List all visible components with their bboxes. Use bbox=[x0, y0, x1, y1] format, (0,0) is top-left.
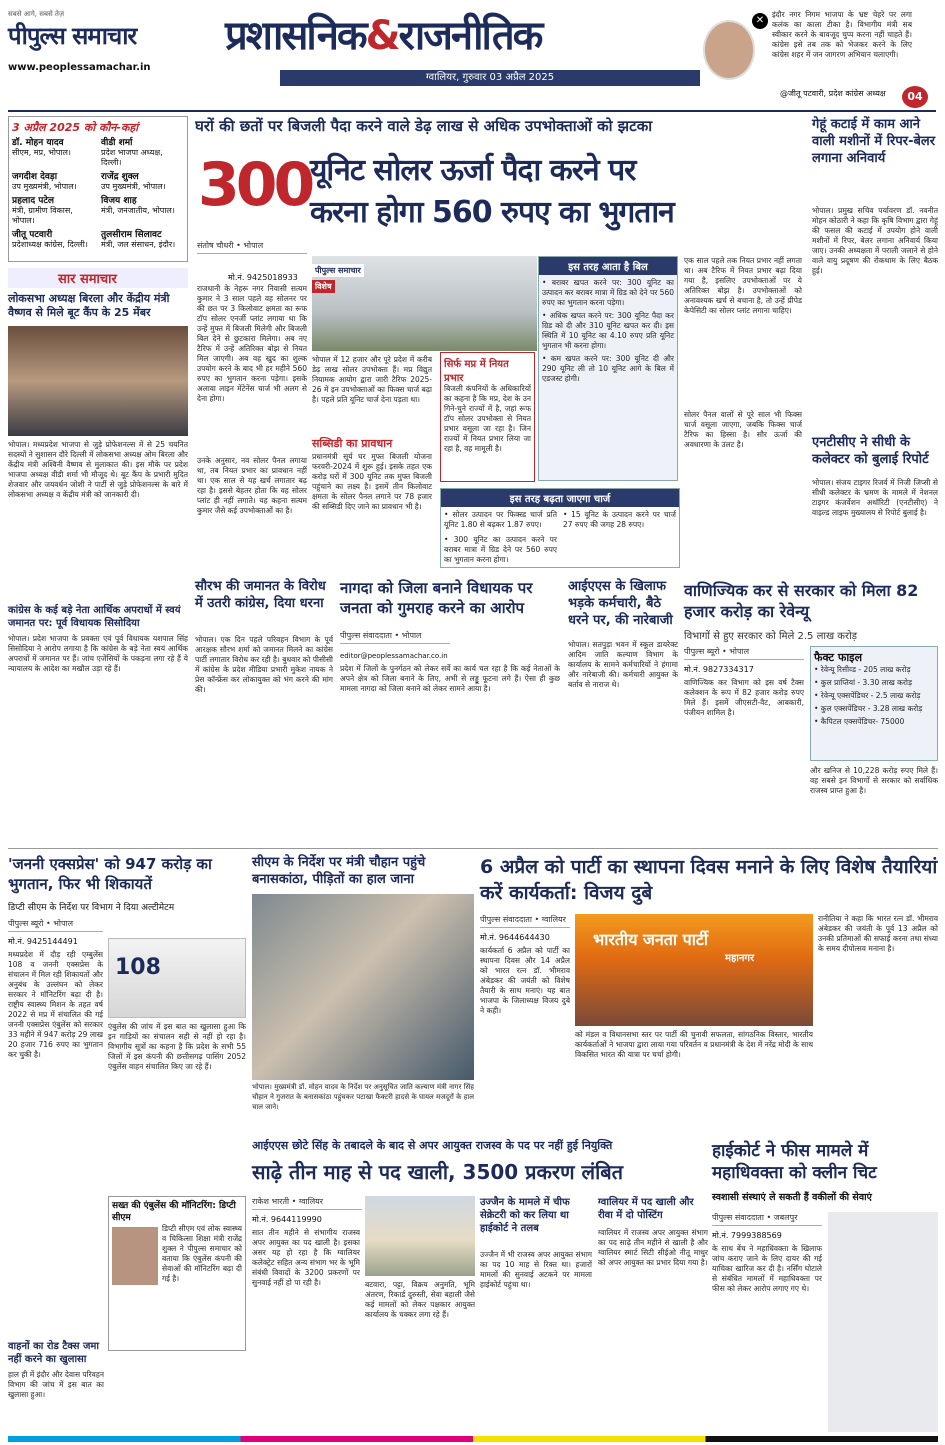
masthead-brand bbox=[8, 10, 228, 80]
masthead-quote: इंदौर नगर निगम भाजपा के भ्रष्ट चेहरे पर लगा कलंक का काला टीका है। विभागीय मंत्री सब स्वीकार करने के बावजूद चुप्प करना नहीं चाहते हैं। कांग्रेस इसे तब तक को भेजकर करने के लिए कांग्रेस शहर में जन जागरण अभियान चलाएगी। bbox=[772, 10, 912, 59]
vanijyik-mobile: मो.नं. 9827334317 bbox=[684, 665, 754, 674]
lead-col2: भोपाल में 12 हजार और पूरे प्रदेश में करीब डेढ़ लाख सोलर उपभोक्ता हैं। मप्र विद्युत नियामक आयोग द्वारा जारी टैरिफ 2025-26 में इन उपभोक्ताओं का फिक्स चार्ज बढ़ा है। पहले प्रति यूनिट चार्ज देना पड़ता था। bbox=[312, 355, 432, 404]
janani-box-text: डिप्टी सीएम एवं लोक स्वास्थ्य व चिकित्सा शिक्षा मंत्री राजेंद्र शुक्ल ने पीपुल्स समाचार को बताया कि एंबुलेंस कंपनी की सेवाओं की मॉनिटरिंग बढ़ा दी गई है। bbox=[162, 1224, 242, 1283]
gehun-text: भोपाल। प्रमुख सचिव पर्यावरण डॉ. नवनीत मोहन कोठारी ने कहा कि कृषि विभाग द्वारा गेहूं की फसल की कटाई में उपयोग होने वाली मशीनों में रिपर, बेलर लगाना अनिवार्य किया जाए। उनकी अध्यक्षता में पराली जलाने से होने वाले वायु प्रदूषण की रोकथाम के लिए बैठक हुई। bbox=[812, 206, 938, 275]
kaun-kahan-person bbox=[101, 172, 184, 192]
facts-list bbox=[814, 665, 934, 727]
fixed-charge-box bbox=[440, 352, 535, 482]
janani-bottom-text: हाल ही में इंदौर और देवास परिवहन विभाग की जांच में इस बात का खुलासा हुआ। bbox=[8, 1370, 104, 1399]
kaun-kahan-person-name: जगदीश देवड़ा bbox=[12, 172, 58, 182]
vanijyik-headline: वाणिज्यिक कर से सरकार को मिला 82 हजार करोड़ का रेवेन्यू bbox=[684, 581, 919, 621]
kaun-kahan-person-place: उप मुख्यमंत्री, भोपाल। bbox=[12, 182, 77, 191]
saurabh-headline: सौरभ की जमानत के विरोध में उतरी कांग्रेस, दिया धरना bbox=[195, 579, 326, 611]
vanijyik-text2: और खनिज से 10,228 करोड़ रुपए मिले हैं। वह सबसे इन विभागों से सरकार को सर्वाधिक राजस्व प्राप्त हुआ है। bbox=[810, 766, 938, 795]
bjp-banner-sub: महानगर bbox=[725, 953, 755, 964]
ias-text: भोपाल। सतपुड़ा भवन में स्कूल डायरेक्ट आदिम जाति कल्याण विभाग के कार्यालय के सामने कर्मचारियों ने हंगामा और नारेबाजी की। कर्मचारी आयुक्त के बर्ताव से नाराज थे। bbox=[568, 640, 678, 689]
lead-big-number: 300 bbox=[198, 150, 312, 220]
kaun-kahan-person-place: प्रदेश भाजपा अध्यक्ष, दिल्ली। bbox=[101, 148, 163, 167]
gwalior-headline: ग्वालियर में पद खाली और रीवा में दो पोस्टिंग bbox=[598, 1197, 694, 1221]
kaun-kahan-list bbox=[12, 138, 184, 250]
kaun-kahan-person-name: तुलसीराम सिलावट bbox=[101, 230, 162, 240]
section-title-part1: प्रशासनिक bbox=[225, 13, 366, 59]
section-title-part2: राजनीतिक bbox=[398, 13, 542, 59]
collector-headline: साढ़े तीन माह से पद खाली, 3500 प्रकरण लंबित bbox=[252, 1160, 624, 1184]
kaun-kahan-person-place: मंत्री, ग्रामीण विकास, भोपाल। bbox=[12, 206, 73, 225]
lead-byline: संतोष चौधरी • भोपाल bbox=[197, 240, 307, 254]
facts-box bbox=[810, 646, 938, 761]
ambulance-label: 108 bbox=[115, 955, 161, 980]
sthapna-text: कार्यकर्ता 6 अप्रैल को पार्टी का स्थापना दिवस और 14 अप्रैल को भारत रत्न डॉ. भीमराव अंबेडकर की जयंती को विशेष तैयारी के साथ मनाएं। यह बात भाजपा के जिलाध्यक्ष विजय दुबे ने कही। bbox=[480, 946, 570, 1015]
janani-mobile: मो.नं. 9425144491 bbox=[8, 937, 78, 946]
quote-author-photo bbox=[703, 20, 755, 80]
lead-col1: राजधानी के नेहरू नगर निवासी सत्यम कुमार ने 3 साल पहले वह सोलनर पर की छत पर 3 किलोवाट क्षमता का रूफ टॉप सोलर एनर्जी प्लांट लगाया था कि उन्हें मुफ्त में बिजली मिलेगी और बिजली बिल देने से छुटकारा मिलेगा। अब नए टैरिफ में उन्हें अतिरिक्त बोझ से नियत मिल जाएगी। अब वह खुद का शुल्क उपयोग करने के बाद भी हर महीने 560 रुपए का भुगतान करना पड़ेगा। इसके अलावा लाइन मेंटेनेंस चार्ज भी अलग से देना होगा। bbox=[197, 284, 307, 403]
collector-byline: राकेश भारती • ग्वालियर bbox=[252, 1196, 362, 1210]
ntc-headline: एनटीसीए ने सीधी के कलेक्टर को बुलाई रिपोर्ट bbox=[812, 435, 929, 467]
print-color-strip bbox=[8, 1436, 938, 1442]
gehun-headline: गेहूं कटाई में काम आने वाली मशीनों में रिपर-बेलर लगाना अनिवार्य bbox=[812, 117, 936, 166]
lead-kicker: घरों की छतों पर बिजली पैदा करने वाले डेढ़ लाख से अधिक उपभोक्ताओं को झटका bbox=[195, 117, 653, 135]
janani-text: मध्यप्रदेश में दौड़ रही एम्बुलेंस 108 व जननी एक्सप्रेस के संचालन में मिल रही शिकायतों और अनुबंध के उल्लंघन को लेकर सरकार ने मॉनिटरिंग बढ़ा दी है। राष्ट्रीय स्वास्थ्य मिशन के तहत वर्ष 2022 से मप्र में संचालित की गई जननी एक्सप्रेस एंबुलेंस को सरकार 33 महीने में 947 करोड़ 29 लाख 20 हजार 716 रुपए का भुगतान कर चुकी है। bbox=[8, 950, 103, 1059]
nagda-text: प्रदेश में जिलों के पुनर्गठन को लेकर सर्वे का कार्य चल रहा है कि कई नेताओं के अपने क्षेत्र को जिला बनाने के लिए, अभी से लड्डू फूटना लगे हैं। ऐसा ही कुछ मामला नागदा को जिला बनाने को लेकर सामने आया है। bbox=[340, 664, 560, 693]
dateline: ग्वालियर, गुरुवार 03 अप्रैल 2025 bbox=[280, 70, 700, 86]
saar-item1-headline: लोकसभा अध्यक्ष बिरला और केंद्रीय मंत्री वैष्णव से मिले बूट कैंप के 25 मेंबर bbox=[8, 292, 170, 319]
highcourt-text: के साथ बेंच ने महाधिवक्ता के खिलाफ जांच कराए जाने के लिए दायर की गई याचिका खारिज कर दी है। नर्सिंग घोटाले से संबंधित मामलों में महाधिवक्ता पर फीस को लेकर आरोप लगाए गए थे। bbox=[712, 1244, 822, 1293]
lead-photo-badge: पीपुल्स समाचार bbox=[312, 264, 364, 277]
kaun-kahan-person-place: मंत्री, जनजातीय, भोपाल। bbox=[101, 206, 175, 215]
vanijyik-byline: पीपुल्स ब्यूरो • भोपाल bbox=[684, 646, 804, 660]
masthead-rule bbox=[8, 110, 936, 112]
fixed-charge-title: सिर्फ मप्र में नियत प्रभार bbox=[444, 359, 509, 384]
bill-list bbox=[539, 275, 677, 390]
bill-box bbox=[538, 256, 678, 481]
charge-list bbox=[441, 507, 679, 571]
kaun-kahan-person bbox=[12, 138, 95, 168]
kaun-kahan-person bbox=[12, 230, 95, 250]
kaun-kahan-person-place: प्रदेशाध्यक्ष कांग्रेस, दिल्ली। bbox=[12, 240, 88, 249]
chouhan-caption: भोपाल। मुख्यमंत्री डॉ. मोहन यादव के निर्देश पर अनुसूचित जाति कल्याण मंत्री नागर सिंह चौहान ने गुजरात के बनासकांठा पहुंचकर पटाखा फैक्टरी हादसे के घायल मजदूरों के हाल चाल जाने। bbox=[252, 1083, 474, 1111]
highcourt-subhead: स्वशासी संस्थाएं ले सकती हैं वकीलों की सेवाएं bbox=[712, 1192, 872, 1203]
mid-rule bbox=[8, 848, 938, 849]
fact-item: • रेवेन्यू रिसीव्ड - 205 लाख करोड़ bbox=[814, 665, 911, 674]
charge-title: इस तरह बढ़ता जाएगा चार्ज bbox=[441, 489, 679, 507]
kaun-kahan-person-place: मंत्री, जल संसाधन, इंदौर। bbox=[101, 240, 176, 249]
saar-samachar-title: सार समाचार bbox=[58, 272, 117, 287]
saar-item2-headline: कांग्रेस के कई बड़े नेता आर्थिक अपराधों में स्वयं जमानत पर: पूर्व विधायक सिसोदिया bbox=[8, 605, 181, 629]
highcourt-col2 bbox=[828, 1212, 938, 1432]
janani-bottom-headline: वाहनों का रोड टैक्स जमा नहीं करने का खुलासा bbox=[8, 1341, 100, 1365]
sthapna-headline: 6 अप्रैल को पार्टी का स्थापना दिवस मनाने के लिए विशेष तैयारियां करें कार्यकर्ता: विजय दुबे bbox=[480, 856, 938, 904]
subsidy-text: प्रधानमंत्री सूर्य घर मुफ्त बिजली योजना फरवरी-2024 में शुरू हुई। इसके तहत एक करोड़ घरों में 300 यूनिट तक मुफ्त बिजली पहुंचाने का लक्ष्य है। इसमें तीन किलोवाट क्षमता के सोलर पैनल लगाने पर 78 हजार की सब्सिडी दिए जाने का प्रावधान भी है। bbox=[312, 452, 432, 511]
vanijyik-subhead: विभागों से हुए सरकार को मिले 2.5 लाख करोड़ bbox=[684, 631, 858, 642]
subsidy-title: सब्सिडी का प्रावधान bbox=[312, 437, 393, 450]
lead-headline-line2: करना होगा 560 रुपए का भुगतान bbox=[310, 195, 674, 230]
facts-title: फैक्ट फाइल bbox=[814, 651, 863, 664]
janani-headline: 'जननी एक्सप्रेस' को 947 करोड़ का भुगतान, फिर भी शिकायतें bbox=[8, 855, 212, 893]
collector-photo bbox=[365, 1196, 475, 1276]
ujjain-headline: उज्जैन के मामले में चीफ सेक्रेटरी को कर लिया था हाईकोर्ट ने तलब bbox=[480, 1197, 570, 1234]
deputy-cm-photo bbox=[112, 1227, 158, 1285]
collector-text2: बटवारा, पट्टा, विक्रय अनुमति, भूमि अंतरण, रिकार्ड दुरुस्ती, सेवा बहाली जैसे कई मामलों को लेकर पक्षकार आयुक्त कार्यालय के चक्कर लगा रहे हैं। bbox=[365, 1280, 475, 1319]
janani-subhead: डिप्टी सीएम के निर्देश पर विभाग ने दिया अल्टीमेटम bbox=[8, 903, 175, 913]
bill-row: • अधिक खपत करने पर: 300 यूनिट पैदा कर ग्रिड को दी और 310 यूनिट खपत कर दी। इस स्थिति में 10 यूनिट का 4.10 रुपए प्रति यूनिट भुगतान भी करना होगा। bbox=[542, 311, 674, 350]
kaun-kahan-box bbox=[8, 116, 188, 262]
vanijyik-text: वाणिज्यिक कर विभाग को इस वर्ष टैक्स कलेक्शन के रूप में 82 हजार करोड़ रुपए मिले हैं। इसमें जीएसटी-वैट, आबकारी, पंजीयन शामिल है। bbox=[684, 678, 804, 717]
saar-samachar-bar bbox=[8, 268, 188, 288]
fact-item: • कैपिटल एक्सपेंडिचर- 75000 bbox=[814, 717, 905, 726]
collector-mobile: मो.नं. 9644119990 bbox=[252, 1215, 322, 1224]
kaun-kahan-person bbox=[12, 172, 95, 192]
ambulance-photo bbox=[108, 938, 246, 1018]
ntc-text: भोपाल। संजय टाइगर रिजर्व में निजी जिप्सी से सीधी कलेक्टर के भ्रमण के मामले में नेशनल टाइगर कंजर्वेशन अथॉरिटी (एनटीसीए) ने वाइल्ड लाइफ मुख्यालय से रिपोर्ट बुलाई है। bbox=[812, 478, 938, 517]
sthapna-text3: रानीतिया ने कहा कि भारत रत्न डॉ. भीमराव अंबेडकर की जयंती के पूर्व 13 अप्रैल को उनकी प्रतिमाओं की सफाई करना तथा संध्या के समय दीपोत्सव मनाना है। bbox=[818, 914, 938, 953]
lead-right-col: एक साल पहले तक नियत प्रभार नहीं लगता था। अब टैरिफ में नियत प्रभार बढ़ा दिया गया है, इसलिए उपभोक्ताओं पर ये अतिरिक्त बोझ है। उपभोक्ताओं को अनावश्यक खर्च से बचाना है, तो उन्हें प्रीपेड केपेसिटी का सोलर प्लांट लगाना चाहिए। bbox=[684, 256, 802, 315]
saar-item1-text: भोपाल। मध्यप्रदेश भाजपा से जुड़े प्रोफेशनल्स में से 25 चयनित सदस्यों ने सुशासन दौरे दिल्ली में लोकसभा अध्यक्ष ओम बिरला और केंद्रीय मंत्री अश्विनी वैष्णव से मुलाकात की। इस मौके पर प्रदेश भाजपा अध्यक्ष वीडी शर्मा भी मौजूद थे। बूट कैंप के प्रभारी मुदित शेजवार और जयवर्धन जोशी ने पार्टी से जुड़े प्रोफेशनल्स के बारे में लोकसभा अध्यक्ष व केंद्रीय मंत्री को जानकारी दी। bbox=[8, 440, 188, 499]
brand-url[interactable]: www.peoplessamachar.in bbox=[8, 62, 151, 73]
highcourt-byline: पीपुल्स संवाददाता • जबलपुर bbox=[712, 1212, 822, 1226]
kaun-kahan-person-name: राजेंद्र शुक्ल bbox=[101, 172, 139, 182]
lead-headline-line1: यूनिट सोलर ऊर्जा पैदा करने पर bbox=[310, 153, 636, 188]
nagda-email[interactable]: editor@peoplessamachar.co.in bbox=[340, 652, 448, 660]
sthapna-mobile: मो.नं. 9644644430 bbox=[480, 933, 550, 942]
kaun-kahan-person-name: डॉ. मोहन यादव bbox=[12, 138, 64, 148]
section-title-amp: & bbox=[365, 13, 399, 59]
charge-box bbox=[440, 488, 680, 568]
kaun-kahan-title: 3 अप्रैल 2025 को कौन-कहां bbox=[12, 121, 139, 134]
gwalior-text: ग्वालियर में राजस्व अपर आयुक्त संभाग का पद साढ़े तीन महीने से खाली है और ग्वालियर स्मार्ट सिटी सीईओ नीतू माथुर को अपर आयुक्त का प्रभार दिया गया है। bbox=[598, 1228, 708, 1267]
bill-row: • बराबर खपत करने पर: 300 यूनिट का उत्पादन कर बराबर मात्रा में ग्रिड को देने पर 560 रुपए का भुगतान करना पड़ेगा। bbox=[542, 278, 674, 307]
kaun-kahan-person-name: प्रहलाद पटेल bbox=[12, 196, 54, 206]
lead-photo-rooftops bbox=[312, 256, 537, 351]
saar-item1-photo bbox=[8, 326, 188, 436]
kaun-kahan-person-name: वीडी शर्मा bbox=[101, 138, 133, 148]
brand-name: पीपुल्स समाचार bbox=[8, 22, 137, 50]
kaun-kahan-person-place: उप मुख्यमंत्री, भोपाल। bbox=[101, 182, 166, 191]
chouhan-photo bbox=[252, 894, 474, 1080]
kaun-kahan-person bbox=[12, 196, 95, 226]
bjp-banner-text: भारतीय जनता पार्टी bbox=[593, 930, 709, 949]
kaun-kahan-person-name: विजय शाह bbox=[101, 196, 137, 206]
ujjain-text: उज्जैन में भी राजस्व अपर आयुक्त संभाग का पद 10 माह से रिक्त था। हजारों मामलों की सुनवाई अटकने पर मामला हाईकोर्ट पहुंचा था। bbox=[480, 1250, 592, 1289]
sthapna-photo bbox=[575, 914, 813, 1026]
highcourt-mobile: मो.नं. 7999388569 bbox=[712, 1231, 782, 1240]
kaun-kahan-person-name: जीतू पटवारी bbox=[12, 230, 53, 240]
janani-box-title: सख्त की एंबुलेंस की मॉनिटरिंग: डिप्टी सीएम bbox=[112, 1201, 236, 1223]
fixed-charge-text: बिजली कंपनियों के अधिकारियों का कहना है कि मप्र, देश के उन गिने-चुने राज्यों में है, जहां रूफ टॉप सोलर उपभोक्ता से नियत प्रभार वसूला जा रहा है। जिन राज्यों में नियत प्रभार लिया जा रहा है, वह मामूली है। bbox=[444, 384, 531, 453]
janani-box bbox=[108, 1196, 246, 1351]
lead-col1b: उनके अनुसार, नव सोलर पैनल लगाया था, तब नियत प्रभार का प्रावधान नहीं था। एक साल से यह खर्च लगातार बढ़ रहा है। इससे बेहतर होता कि वह सोलर प्लांट ही नहीं लगाते। यह कहना सत्यम कुमार जैसे कई उपभोक्ताओं का है। bbox=[197, 456, 307, 515]
janani-byline: पीपुल्स ब्यूरो • भोपाल bbox=[8, 918, 103, 932]
page-number: 04 bbox=[902, 86, 928, 108]
brand-tagline: सबसे आगे, सबसे तेज़ bbox=[8, 10, 65, 18]
ias-headline: आईएएस के खिलाफ भड़के कर्मचारी, बैठे धरने पर, की नारेबाजी bbox=[568, 579, 673, 628]
lead-mobile: मो.नं. 9425018933 bbox=[228, 273, 298, 282]
sthapna-text2: को मंडल व विधानसभा स्तर पर पार्टी की चुनावी सफलता, सांगठनिक विस्तार, भारतीय कार्यकर्ताओं ने भाजपा द्वारा लाया गया परिवर्तन व प्रधानमंत्री के देश में नरेंद्र मोदी के साथ विकसित भारत की यात्रा पर चर्चा होगी। bbox=[575, 1030, 813, 1059]
kaun-kahan-person bbox=[101, 138, 184, 168]
fact-item: • रेवेन्यू एक्सपेंडिचर - 2.5 लाख करोड़ bbox=[814, 691, 921, 700]
collector-text: सात तीन महीने से संभागीय राजस्व अपर आयुक्त का पद खाली है। इसका असर यह हो रहा है कि ग्वालियर कलेक्ट्रेट सहित अन्य संभाग भर के भूमि संबंधी विवादों के 3200 प्रकरणों पर सुनवाई नहीं हो पा रही है। bbox=[252, 1228, 360, 1287]
x-logo-icon: ✕ bbox=[752, 13, 768, 29]
saurabh-text: भोपाल। एक दिन पहले परिवहन विभाग के पूर्व आरक्षक सौरभ शर्मा को जमानत मिलने का कांग्रेस पार्टी लगातार विरोध कर रही है। बुधवार को पीसीसी में कांग्रेस के प्रदेश मीडिया प्रभारी मुकेश नायक ने प्रेस कॉन्फ्रेंस कर लोकायुक्त को भंग करने की मांग की। bbox=[195, 635, 333, 694]
charge-row: • 300 यूनिट का उत्पादन करने पर बराबर मात्रा में ग्रिड देने पर 560 रुपए का भुगतान करना होगा। bbox=[444, 535, 557, 564]
saar-item2-text: भोपाल। प्रदेश भाजपा के प्रवक्ता एवं पूर्व विधायक यशपाल सिंह सिसोदिया ने आरोप लगाया है कि कांग्रेस के बड़े नेता स्वयं आर्थिक अपराधों में जमानत पर हैं। जांच एजेंसियों के पकड़ना लगा रहे हैं ये न्यायालय के आदेश का मखौल उड़ा रहे हैं। bbox=[8, 634, 188, 673]
lead-byline-box bbox=[197, 240, 307, 257]
kaun-kahan-person-place: सीएम, मप्र, भोपाल। bbox=[12, 148, 71, 157]
lead-photo-badge2: विशेष bbox=[312, 280, 335, 293]
charge-row: • 15 यूनिट के उत्पादन करने पर चार्ज 27 रुपए की जगह 28 रुपए। bbox=[563, 510, 676, 529]
nagda-headline: नागदा को जिला बनाने विधायक पर जनता को गुमराह करने का आरोप bbox=[340, 579, 533, 617]
section-title bbox=[225, 6, 665, 61]
collector-kicker: आईएएस छोटे सिंह के तबादले के बाद से अपर आयुक्त राजस्व के पद पर नहीं हुई नियुक्ति bbox=[252, 1139, 613, 1152]
lead-right-col2: सोलर पैनल वालों से पूरे साल भी फिक्स चार्ज वसूला जाएगा, जबकि फिक्स चार्ज टैरिफ का हिस्सा है। सौर ऊर्जा की अवधारणा के उलट है। bbox=[684, 410, 802, 449]
janani-text2: एंबुलेंस की जांच में इस बात का खुलासा हुआ कि इन गाड़ियों का संचालन सही से नहीं हो रहा है। विभागीय सूत्रों का कहना है कि प्रदेश के सभी 55 जिलों में इस कंपनी की छत्तीसगढ़ पासिंग 2052 एंबुलेंस वाहन संचालित किए जा रहे हैं। bbox=[108, 1022, 246, 1071]
charge-row: • सोलर उत्पादन पर फिक्स्ड चार्ज प्रति यूनिट 1.80 से बढ़कर 1.87 रुपए। bbox=[444, 510, 557, 529]
kaun-kahan-person bbox=[101, 230, 184, 250]
fact-item: • कुल एक्सपेंडिचर - 3.28 लाख करोड़ bbox=[814, 704, 923, 713]
nagda-byline: पीपुल्स संवाददाता • भोपाल bbox=[340, 630, 450, 644]
fact-item: • कुल प्राप्तियां - 3.30 लाख करोड़ bbox=[814, 678, 912, 687]
chouhan-headline: सीएम के निर्देश पर मंत्री चौहान पहुंचे बनासकांठा, पीड़ितों का हाल जाना bbox=[252, 855, 426, 887]
highcourt-headline: हाईकोर्ट ने फीस मामले में महाधिवक्ता को क्लीन चिट bbox=[712, 1141, 877, 1183]
bill-row: • कम खपत करने पर: 300 यूनिट दी और 290 यूनिट ली तो 10 यूनिट आगे के बिल में एडजस्ट होगी। bbox=[542, 354, 674, 383]
quote-author: @जीतू पटवारी, प्रदेश कांग्रेस अध्यक्ष bbox=[780, 89, 886, 98]
bill-title: इस तरह आता है बिल bbox=[539, 257, 677, 275]
sthapna-byline: पीपुल्स संवाददाता • ग्वालियर bbox=[480, 914, 570, 928]
kaun-kahan-person bbox=[101, 196, 184, 226]
